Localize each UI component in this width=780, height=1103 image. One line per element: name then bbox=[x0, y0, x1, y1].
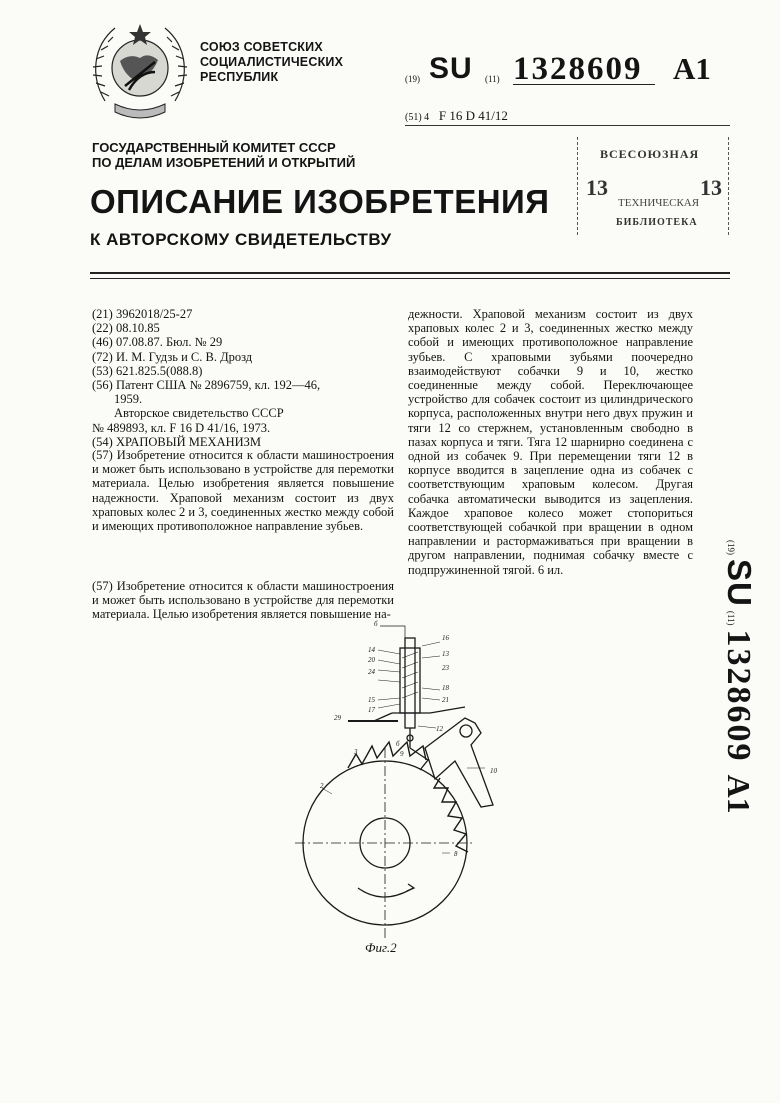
library-stamp bbox=[577, 137, 729, 235]
ipc-underline bbox=[405, 125, 730, 126]
figure-caption: Фиг.2 bbox=[365, 940, 397, 955]
republic-name bbox=[200, 40, 343, 85]
biblio-line: (21) 3962018/25-27 bbox=[92, 307, 193, 321]
figure-label: 3 bbox=[354, 748, 358, 756]
committee-name bbox=[92, 140, 355, 170]
ipc-code: (51) 4 bbox=[405, 112, 430, 123]
number-code: (11) bbox=[485, 74, 500, 84]
figure-label: 15 bbox=[368, 696, 375, 704]
republic-line: СОЦИАЛИСТИЧЕСКИХ bbox=[200, 55, 344, 69]
document-title: ОПИСАНИЕ ИЗОБРЕТЕНИЯ bbox=[90, 183, 550, 220]
biblio-line: Авторское свидетельство СССР bbox=[114, 406, 284, 421]
patent-number: 1328609 bbox=[513, 51, 643, 87]
document-subtitle: К АВТОРСКОМУ СВИДЕТЕЛЬСТВУ bbox=[90, 230, 392, 249]
figure-label: 2 bbox=[320, 782, 324, 790]
title-rule bbox=[90, 272, 730, 274]
patent-header bbox=[405, 52, 725, 86]
biblio-line: (46) 07.08.87. Бюл. № 29 bbox=[92, 335, 223, 350]
stamp-line: ТЕХНИЧЕСКАЯ bbox=[618, 197, 700, 209]
biblio-line: № 489893, кл. F 16 D 41/16, 1973. bbox=[92, 420, 271, 435]
figure-label: 29 bbox=[334, 714, 341, 722]
description-continued: дежности. Храповой механизм состоит из двух храповых колес 2 и 3, соединенных жестко между собой и имеющих противоположное направление зубьев. С храповыми зубьями поочередно взаимодействуют собачки 9 и 10, жестко соединенные между собой. Переключающее устройство для собачек состоит из цилиндрического корпуса, расположенных внутри него двух пружин и тяги 12 со стержнем, установленным свободно в пазах корпуса и тяги. Тяга 12 шарнирно соединена с одной из собачек 9. При перемещении тяги 12 в корпусе вводится в зацепление одна из собачек с соответствующим храповым колесом. Другая собачка автоматически выводится из зацепления. Каждое храповое колесо может стопориться соответствующей собачкой при вращении в одном направлении и растормаживаться при вращении в другом направлении, поднимая собачку вместе с подпружиненной тягой. 6 ил. bbox=[408, 307, 693, 577]
figure-label: 8 bbox=[454, 850, 458, 858]
abstract: (57) Изобретение относится к области машиностроения и может быть использовано в устройстве для перемотки материала. Целью изобретения является повышение надежности. Храповой механизм состоит из двух храповых колес 2 и 3, соединенных жестко между собой и имеющих противоположное направление зубьев. bbox=[92, 448, 394, 534]
description-start: (57) Изобретение относится к области машиностроения и может быть использовано в устройстве для перемотки материала. Целью изобретения является повышение на- bbox=[92, 579, 394, 622]
figure-label: 9 bbox=[400, 750, 404, 758]
biblio-line: (22) 08.10.85 bbox=[92, 321, 160, 336]
biblio-line: (72) И. М. Гудзь и С. В. Дрозд bbox=[92, 349, 253, 364]
rod bbox=[405, 638, 415, 728]
bibliographic-data bbox=[92, 307, 397, 449]
country-code: (19) bbox=[726, 540, 736, 555]
invention-title: (54) ХРАПОВЫЙ МЕХАНИЗМ bbox=[92, 434, 262, 449]
stamp-line: БИБЛИОТЕКА bbox=[616, 217, 698, 228]
figure-label: 20 bbox=[368, 656, 375, 664]
biblio-line: (56) Патент США № 2896759, кл. 192—46, bbox=[92, 378, 321, 393]
header-underline bbox=[513, 84, 655, 85]
patent-number: 1328609 bbox=[720, 629, 757, 763]
ipc-classification bbox=[405, 108, 508, 124]
biblio-line: (53) 621.825.5(088.8) bbox=[92, 363, 203, 378]
figure-label: 24 bbox=[368, 668, 375, 676]
figure-label: 23 bbox=[442, 664, 449, 672]
title-rule-thin bbox=[90, 278, 730, 279]
republic-line: РЕСПУБЛИК bbox=[200, 70, 279, 84]
figure-label: б bbox=[396, 740, 400, 748]
number-code: (11) bbox=[726, 610, 736, 626]
country: SU bbox=[721, 559, 758, 607]
committee-line: ГОСУДАРСТВЕННЫЙ КОМИТЕТ СССР bbox=[92, 140, 336, 155]
vertical-patent-number bbox=[718, 540, 758, 870]
ratchet-figure bbox=[320, 618, 550, 963]
figure-label: 14 bbox=[368, 646, 375, 654]
figure-label: 21 bbox=[442, 696, 449, 704]
figure-label: 16 bbox=[442, 634, 449, 642]
figure-label: б bbox=[374, 620, 378, 628]
country-code: (19) bbox=[405, 74, 420, 84]
figure-label: 18 bbox=[442, 684, 449, 692]
patent-kind: A1 bbox=[721, 774, 757, 814]
stamp-mark: 13 bbox=[586, 175, 608, 200]
ussr-emblem bbox=[85, 16, 195, 126]
country: SU bbox=[429, 52, 473, 85]
figure-label: 10 bbox=[490, 767, 497, 775]
committee-line: ПО ДЕЛАМ ИЗОБРЕТЕНИЙ И ОТКРЫТИЙ bbox=[92, 155, 356, 170]
stamp-line: ВСЕСОЮЗНАЯ bbox=[600, 147, 700, 161]
figure-label: 13 bbox=[442, 650, 449, 658]
figure-label: 12 bbox=[436, 725, 443, 733]
ipc-value: F 16 D 41/12 bbox=[438, 108, 508, 123]
biblio-line: 1959. bbox=[114, 392, 143, 407]
patent-kind: A1 bbox=[673, 51, 711, 86]
figure-label: 17 bbox=[368, 706, 375, 714]
stamp-mark: 13 bbox=[700, 175, 722, 200]
republic-line: СОЮЗ СОВЕТСКИХ bbox=[200, 40, 323, 54]
